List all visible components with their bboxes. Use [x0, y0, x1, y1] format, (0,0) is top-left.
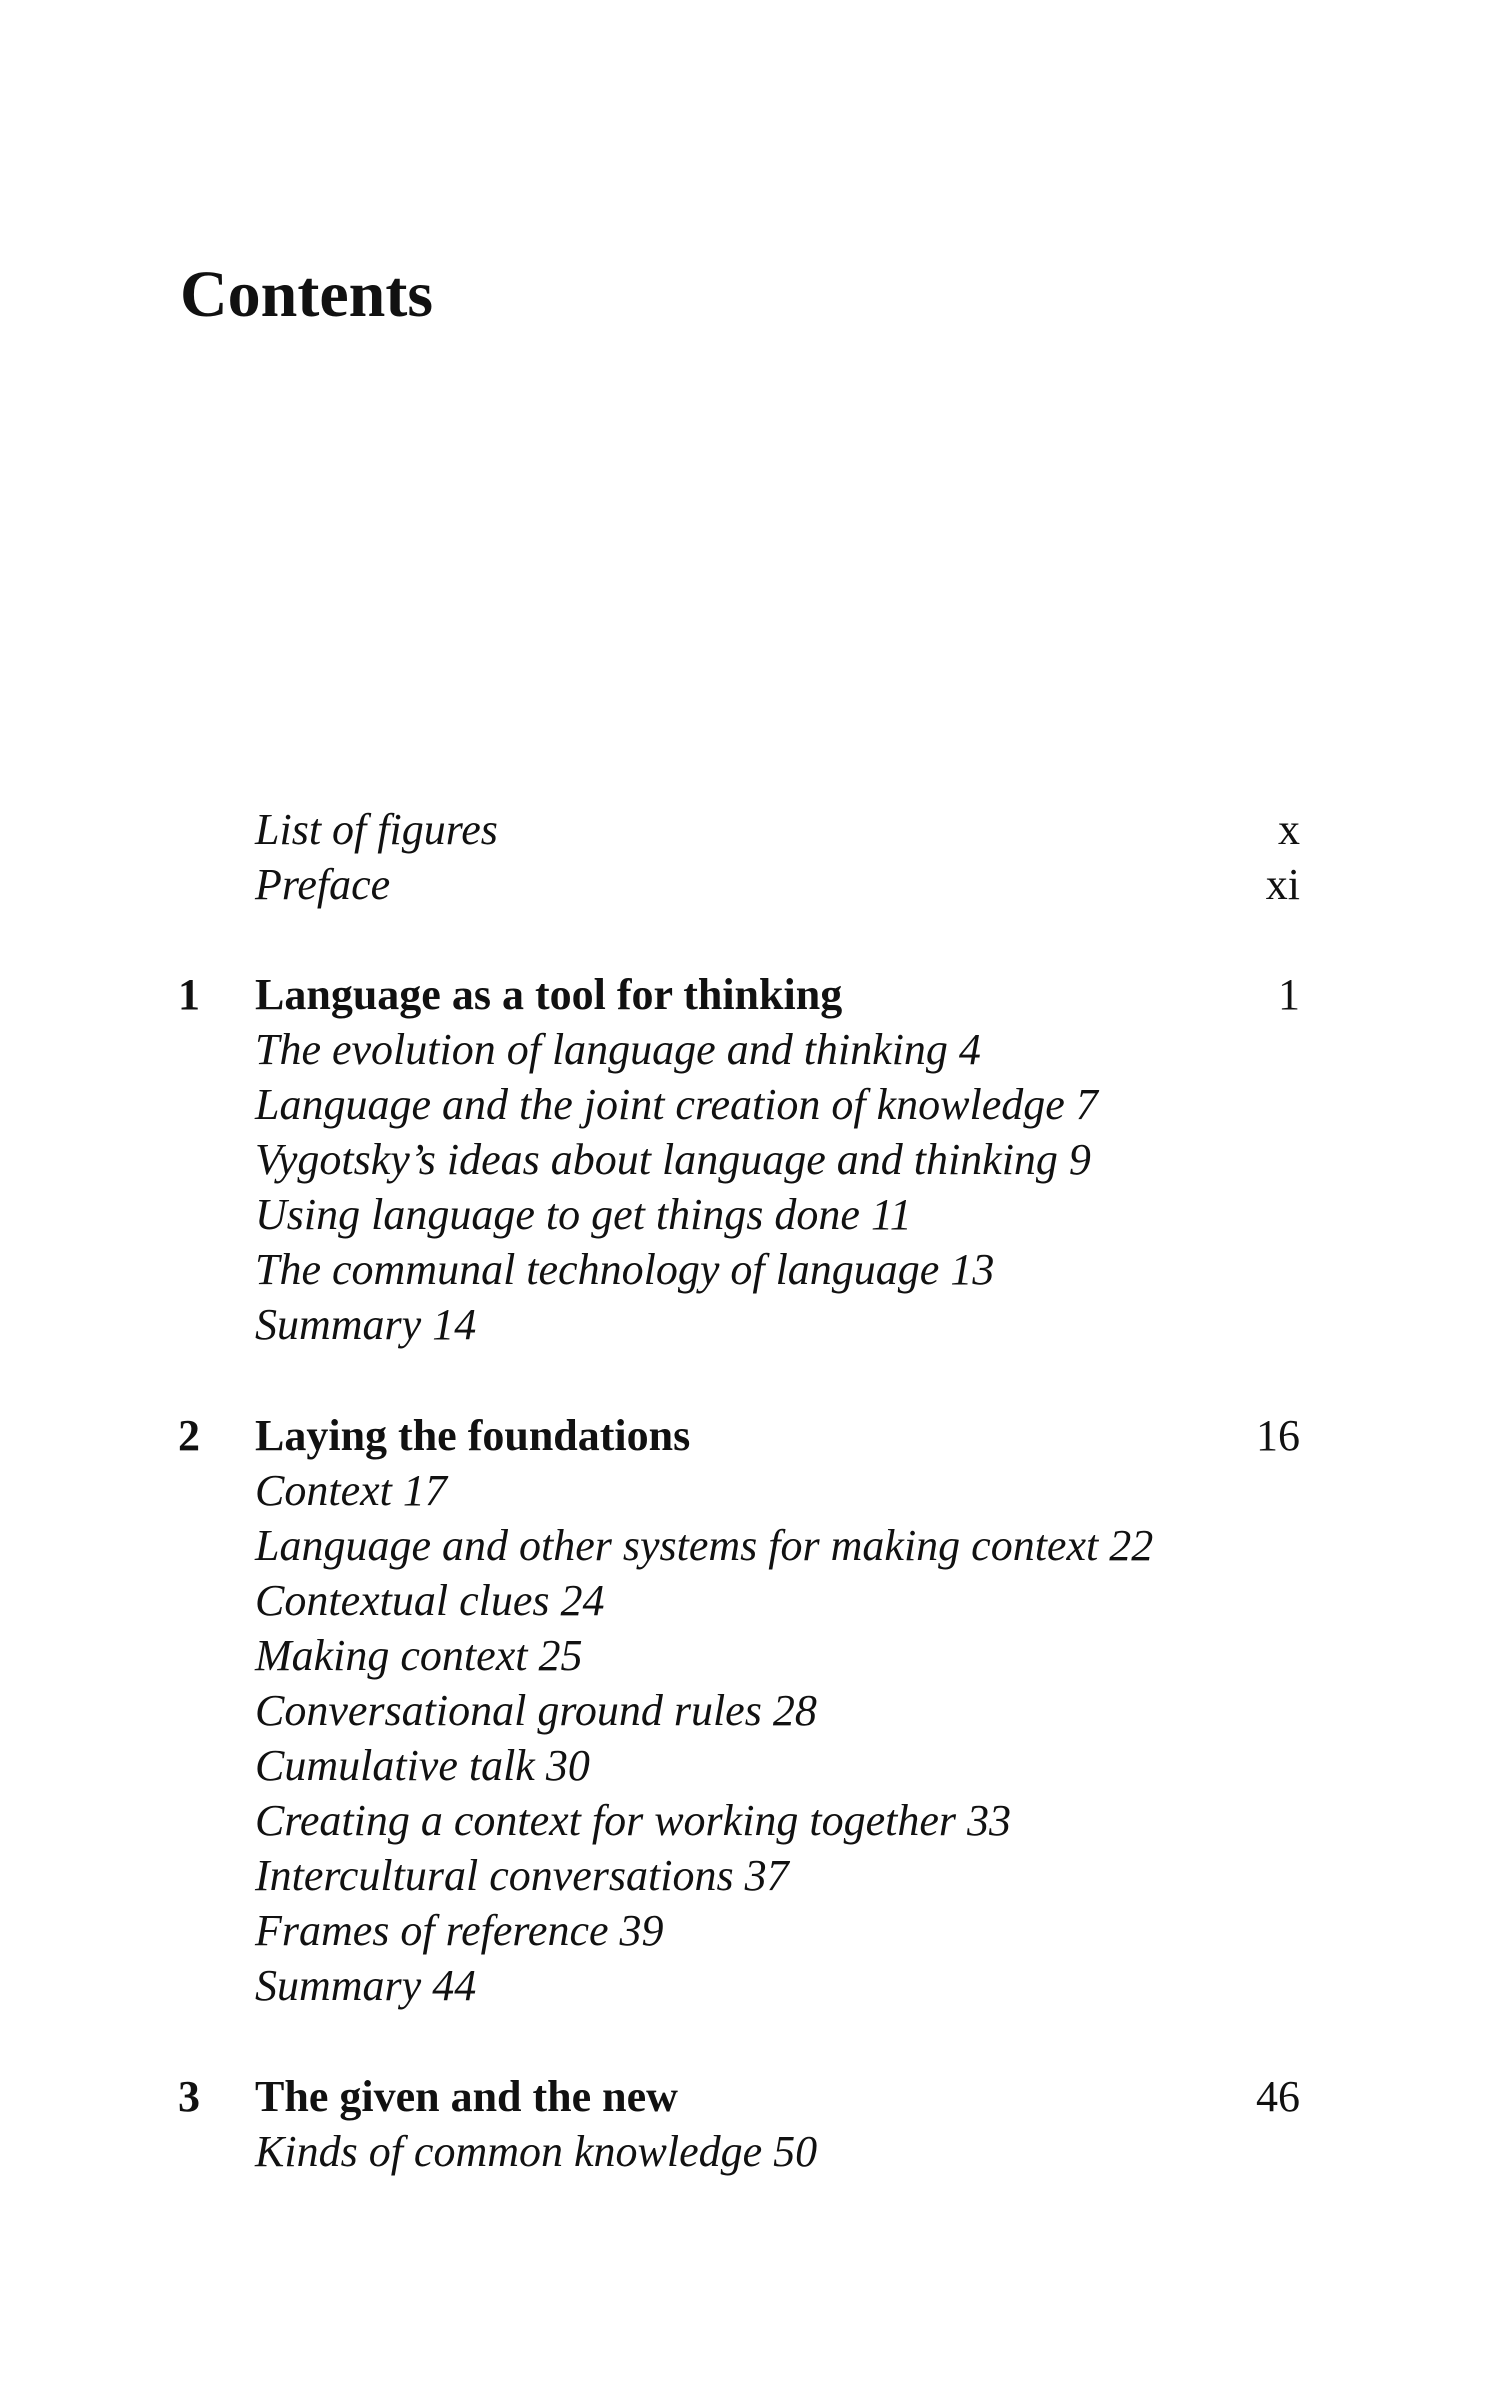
section-label: Creating a context for working together 33 — [255, 1796, 1012, 1845]
section-label: Contextual clues 24 — [255, 1576, 605, 1625]
toc-entry-label: List of figures — [255, 805, 498, 854]
section-label: Summary 14 — [255, 1300, 477, 1349]
section-label: Vygotsky’s ideas about language and thinking 9 — [255, 1135, 1091, 1184]
toc-entry-page: xi — [1265, 860, 1300, 909]
toc-entry-preface[interactable] — [0, 857, 1500, 913]
section-entry[interactable] — [0, 1683, 1500, 1739]
section-entry[interactable] — [0, 1242, 1500, 1298]
chapter-page: 46 — [1256, 2072, 1300, 2121]
section-label: Summary 44 — [255, 1961, 477, 2010]
section-label: Using language to get things done 11 — [255, 1190, 912, 1239]
chapter-3-heading[interactable] — [0, 2069, 1500, 2125]
chapter-title: Language as a tool for thinking — [255, 970, 843, 1019]
chapter-title: The given and the new — [255, 2072, 678, 2121]
section-label: Cumulative talk 30 — [255, 1741, 590, 1790]
section-label: Making context 25 — [255, 1631, 583, 1680]
toc-entry-list-of-figures[interactable] — [0, 802, 1500, 858]
section-entry[interactable] — [0, 1738, 1500, 1794]
section-entry[interactable] — [0, 1573, 1500, 1629]
section-entry[interactable] — [0, 1958, 1500, 2014]
chapter-number: 2 — [178, 1411, 200, 1460]
section-label: The evolution of language and thinking 4 — [255, 1025, 981, 1074]
section-label: Language and the joint creation of knowledge 7 — [255, 1080, 1098, 1129]
chapter-number: 3 — [178, 2072, 200, 2121]
chapter-2-heading[interactable] — [0, 1408, 1500, 1464]
section-label: Kinds of common knowledge 50 — [255, 2127, 818, 2176]
section-entry[interactable] — [0, 1793, 1500, 1849]
chapter-1-heading[interactable] — [0, 967, 1500, 1023]
section-entry[interactable] — [0, 1518, 1500, 1574]
chapter-title: Laying the foundations — [255, 1411, 691, 1460]
section-label: Context 17 — [255, 1466, 447, 1515]
section-entry[interactable] — [0, 2124, 1500, 2180]
toc-entry-page: x — [1278, 805, 1300, 854]
section-entry[interactable] — [0, 1187, 1500, 1243]
section-entry[interactable] — [0, 1628, 1500, 1684]
toc-entry-label: Preface — [255, 860, 391, 909]
section-label: The communal technology of language 13 — [255, 1245, 995, 1294]
section-entry[interactable] — [0, 1022, 1500, 1078]
section-entry[interactable] — [0, 1077, 1500, 1133]
section-entry[interactable] — [0, 1297, 1500, 1353]
section-label: Intercultural conversations 37 — [255, 1851, 789, 1900]
section-entry[interactable] — [0, 1132, 1500, 1188]
section-entry[interactable] — [0, 1848, 1500, 1904]
section-entry[interactable] — [0, 1903, 1500, 1959]
section-label: Frames of reference 39 — [255, 1906, 664, 1955]
section-label: Language and other systems for making context 22 — [255, 1521, 1154, 1570]
chapter-number: 1 — [178, 970, 200, 1019]
section-entry[interactable] — [0, 1463, 1500, 1519]
chapter-page: 1 — [1278, 970, 1300, 1019]
section-label: Conversational ground rules 28 — [255, 1686, 817, 1735]
page-title: Contents — [180, 258, 434, 331]
chapter-page: 16 — [1256, 1411, 1300, 1460]
